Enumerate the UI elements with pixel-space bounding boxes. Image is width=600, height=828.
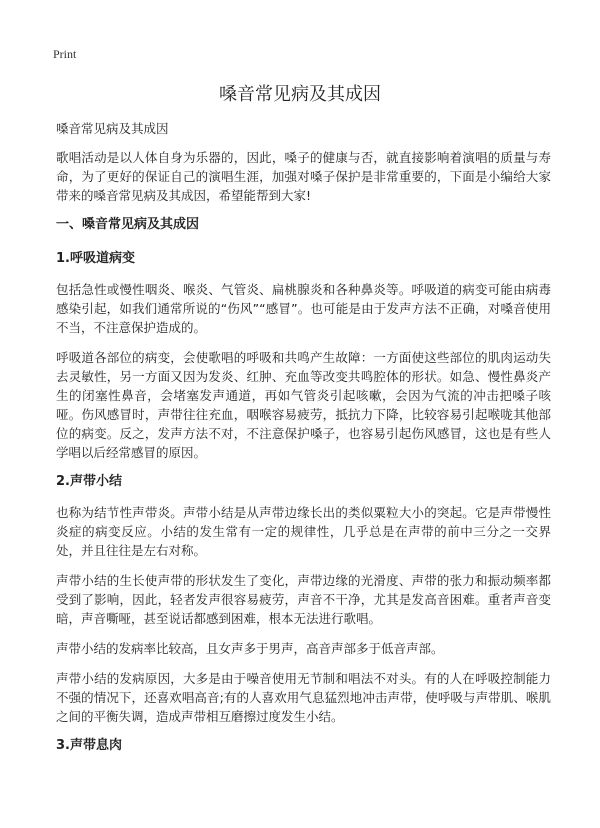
nodules-paragraph-4: 声带小结的发病原因，大多是由于噪音使用无节制和唱法不对头。有的人在呼吸控制能力不强的情况下，还喜欢唱高音;有的人喜欢用气息猛烈地冲击声带，使呼吸与声带肌、喉肌之间的平衡失调，造成声带相互磨擦过度发生小结。 [56,671,551,724]
respiratory-paragraph-2: 呼吸道各部位的病变，会使歌唱的呼吸和共鸣产生故障：一方面使这些部位的肌肉运动失去灵敏性，另一方面又因为发炎、红肿、充血等改变共鸣腔体的形状。如急、慢性鼻炎产生的闭塞性鼻音，会堵塞发声通道，再如气管炎引起咳嗽，会因为气流的冲击把嗓子咳哑。伤风感冒时，声带往往充血，咽喉容易疲劳，抵抗力下降，比较容易引起喉咙其他部位的病变。反之，发声方法不对，不注意保护嗓子，也容易引起伤风感冒，这也是有些人学唱以后经常感冒的原因。 [56,350,551,460]
item-heading-vocal-polyp: 3.声带息肉 [56,738,122,753]
document-title: 嗓音常见病及其成因 [219,84,381,105]
intro-paragraph: 歌唱活动是以人体自身为乐器的，因此，嗓子的健康与否，就直接影响着演唱的质量与寿命，为了更好的保证自己的演唱生涯，加强对嗓子保护是非常重要的，下面是小编给大家带来的嗓音常见病及其成因，希望能帮到大家! [56,150,551,203]
nodules-paragraph-2: 声带小结的生长使声带的形状发生了变化，声带边缘的光滑度、声带的张力和振动频率都受到了影响，因此，轻者发声很容易疲劳，声音不干净，尤其是发高音困难。重者声音变暗，声音嘶哑，甚至说话都感到困难，根本无法进行歌唱。 [56,573,551,626]
nodules-paragraph-1: 也称为结节性声带炎。声带小结是从声带边缘长出的类似粟粒大小的突起。它是声带慢性炎症的病变反应。小结的发生常有一定的规律性，几乎总是在声带的前中三分之一交界处，并且往往是左右对称。 [56,505,551,558]
section-heading: 一、嗓音常见病及其成因 [56,217,200,232]
print-label: Print [53,47,77,61]
item-heading-vocal-nodules: 2.声带小结 [56,474,122,489]
respiratory-paragraph-1: 包括急性或慢性咽炎、喉炎、气管炎、扁桃腺炎和各种鼻炎等。呼吸道的病变可能由病毒感染引起，如我们通常所说的“伤风”“感冒”。也可能是由于发声方法不正确，对嗓音使用不当，不注意保护造成的。 [56,282,551,335]
document-body [56,120,551,767]
item-heading-respiratory: 1.呼吸道病变 [56,251,135,266]
document-subtitle: 嗓音常见病及其成因 [56,121,169,136]
nodules-paragraph-3: 声带小结的发病率比较高，且女声多于男声，高音声部多于低音声部。 [56,641,444,656]
